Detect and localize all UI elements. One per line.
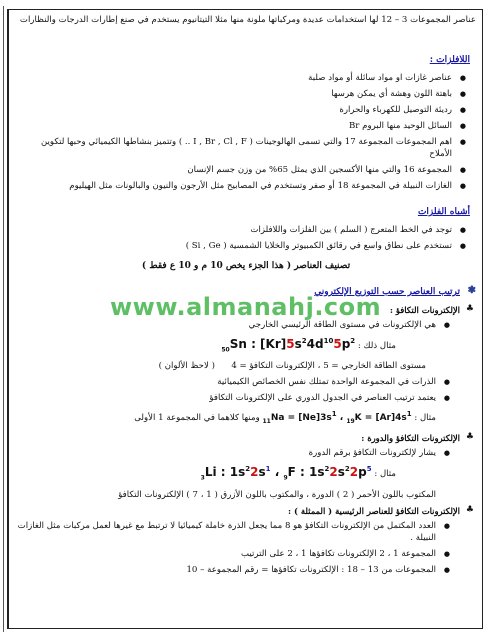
list-item: ● توجد في الخط المتعرج ( السلم ) بين الفلزات واللافلزات xyxy=(16,224,452,236)
metalloids-list xyxy=(16,224,476,252)
main-groups-heading-text: الإلكترونات التكافؤ للعناصر الرئيسية ( الممثلة ) : xyxy=(288,505,460,516)
list-item: ● العدد المكتمل من الإلكترونات التكافؤ هو 8 مما يجعل الذرة خاملة كيميائيا لا ترتبط مع غيرها لعمل مركبات مثل الغازات النبيلة . xyxy=(16,520,436,544)
list-item: ● المجموعات من 13 – 18 : الإلكترونات تكافؤها = رقم المجموعة – 10 xyxy=(16,564,436,576)
valence-example xyxy=(16,335,476,356)
list-item: ● عناصر غازات او مواد سائلة أو مواد صلبة xyxy=(16,72,452,84)
club-icon: ♣ xyxy=(465,432,474,443)
list-item: ● اهم المجموعات المجموعة 17 والتي تسمى الهالوجينات ( I , Br , Cl , F .. ) وتتميز بنشاطها الكيميائي وحبها لتكوين الأملاح xyxy=(16,136,452,160)
list-item: ● رديئة التوصيل للكهرباء والحرارة xyxy=(16,104,452,116)
nonmetals-heading: اللافلزات : xyxy=(429,55,470,65)
sparkle-icon: ❃ xyxy=(467,285,476,296)
sn-config-formula: $_{50}$Sn : $[Kr]5s^24d^{10}5p^2$ xyxy=(221,337,356,354)
example2-note: ومنها كلاهما في المجموعة 1 الأولى xyxy=(134,413,260,424)
intro-paragraph: عناصر المجموعات 3 – 12 لها استخدامات عديدة ومركباتها ملونة منها مثلا التيتانيوم يستخدم في صنع إطارات الدرجات والنظارات xyxy=(19,15,476,25)
na-k-config-formula: $_{11}Na = [Ne]3s^1$ ، $_{19}K = [Ar]4s^1$ xyxy=(262,410,412,426)
list-item: ● يشار لإلكترونات التكافؤ برقم الدورة xyxy=(16,447,436,459)
list-item: ● السائل الوحيد منها البروم Br xyxy=(16,120,452,132)
list-item: ● هي الإلكترونات في مستوى الطاقة الرئيسي الخارجي xyxy=(16,319,436,331)
classification-heading: تصنيف العناصر ( هذا الجزء يخص 10 م و 10 ع فقط ) xyxy=(141,261,351,271)
nonmetals-list xyxy=(16,72,476,192)
list-item: ● يعتمد ترتيب العناصر في الجدول الدوري على الإلكترونات التكافؤ xyxy=(16,392,436,404)
period-heading xyxy=(16,432,476,444)
li-f-config-formula: $_3$Li : $1s^22s^1$ ، $_9$F : $1s^22s^22p^5$ xyxy=(200,465,372,482)
electron-config-title: ترتيب العناصر حسب التوزيع الإلكتروني xyxy=(314,287,460,297)
example-label: مثال : xyxy=(374,469,396,480)
outer-level-line xyxy=(16,360,476,372)
list-item: ● المجموعة 1 ، 2 الإلكترونات تكافؤها 1 ، 2 على الترتيب xyxy=(16,548,436,560)
metalloids-heading: أشباه الفلزات xyxy=(417,207,470,217)
outer-level-text: مستوى الطاقة الخارجي = 5 ، الإلكترونات التكافؤ = 4 xyxy=(231,361,426,372)
list-item: ● الذرات في المجموعة الواحدة تمتلك نفس الخصائص الكيميائية xyxy=(16,376,436,388)
period-list xyxy=(16,447,476,459)
list-item: ● المجموعة 16 والتي منها الأكسجين الذي يمثل 65% من وزن جسم الإنسان xyxy=(16,164,452,176)
club-icon: ♣ xyxy=(465,304,474,314)
period-note: المكتوب باللون الأحمر ( 2 ) الدورة ، والمكتوب باللون الأزرق ( 1 ، 7 ) الإلكترونات التكافؤ xyxy=(118,489,436,500)
list-item: ● الغازات النبيلة في المجموعة 18 أو صفر وتستخدم في المصابيح مثل الأرجون والنيون والبالونات مثل الهيليوم xyxy=(16,180,452,192)
list-item: ● تستخدم على نطاق واسع في رقائق الكمبيوتر والخلايا الشمسية ( Si , Ge ) xyxy=(16,240,452,252)
period-example xyxy=(16,463,476,484)
valence-example-2 xyxy=(16,408,476,428)
list-item: ● باهتة اللون وهشة أي يمكن هرسها xyxy=(16,88,452,100)
watermark-text: www.almanahj.com xyxy=(110,293,382,321)
example2-label: مثال : xyxy=(414,413,436,424)
period-heading-text: الإلكترونات التكافؤ والدورة : xyxy=(361,433,460,444)
club-icon: ♣ xyxy=(465,504,474,515)
valence-items xyxy=(16,376,476,404)
outer-level-note: ( لاحظ الألوان ) xyxy=(158,361,215,372)
main-groups-list xyxy=(16,520,476,576)
valence-heading-text: الإلكترونات التكافؤ : xyxy=(389,305,460,315)
main-groups-heading xyxy=(16,505,476,517)
example-label: مثال ذلك : xyxy=(357,341,396,351)
